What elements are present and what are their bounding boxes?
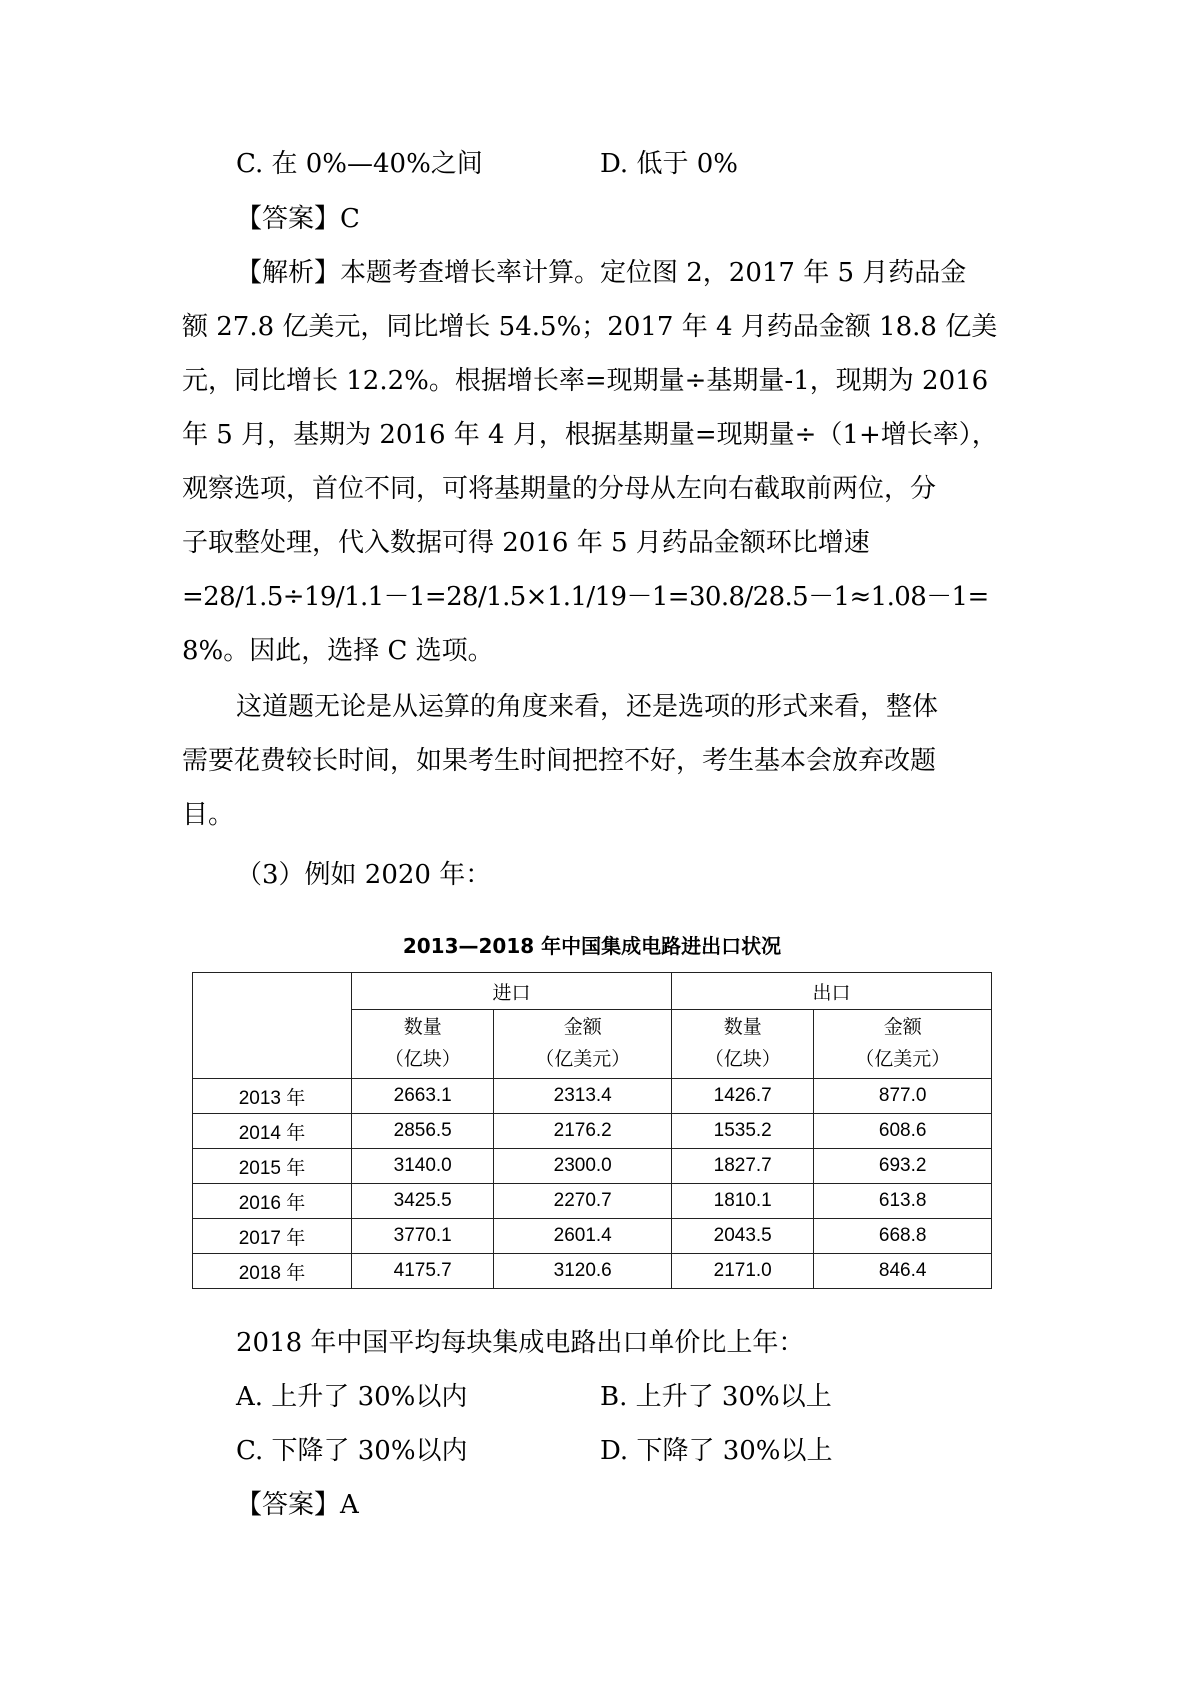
- value-cell: 693.2: [814, 1149, 992, 1184]
- year-cell: 2015 年: [193, 1149, 352, 1184]
- export-quantity-header: 数量 （亿块）: [671, 1010, 813, 1079]
- table-row: [193, 1114, 992, 1149]
- comment-line-2: 需要花费较长时间，如果考生时间把控不好，考生基本会放弃改题: [182, 746, 937, 776]
- export-amount-header: 金额 （亿美元）: [814, 1010, 992, 1079]
- value-cell: 846.4: [814, 1254, 992, 1289]
- value-cell: 2300.0: [494, 1149, 672, 1184]
- value-cell: 2171.0: [671, 1254, 813, 1289]
- value-cell: 3120.6: [494, 1254, 672, 1289]
- answer-2: 【答案】A: [236, 1490, 359, 1520]
- analysis-line-2: 额 27.8 亿美元，同比增长 54.5%；2017 年 4 月药品金额 18.8 亿美: [182, 312, 998, 342]
- value-cell: 1535.2: [671, 1114, 813, 1149]
- analysis-line-8: 8%。因此，选择 C 选项。: [182, 636, 494, 666]
- value-cell: 668.8: [814, 1219, 992, 1254]
- value-cell: 3425.5: [352, 1184, 494, 1219]
- option-d: D. 下降了 30%以上: [600, 1436, 833, 1466]
- option-a: A. 上升了 30%以内: [236, 1382, 468, 1412]
- import-export-table: [192, 972, 992, 1289]
- value-cell: 2663.1: [352, 1079, 494, 1114]
- option-b: B. 上升了 30%以上: [600, 1382, 832, 1412]
- analysis-line-6: 子取整处理，代入数据可得 2016 年 5 月药品金额环比增速: [182, 528, 870, 558]
- value-cell: 613.8: [814, 1184, 992, 1219]
- year-cell: 2017 年: [193, 1219, 352, 1254]
- analysis-line-5: 观察选项，首位不同，可将基期量的分母从左向右截取前两位，分: [182, 474, 937, 504]
- import-amount-header: 金额 （亿美元）: [494, 1010, 672, 1079]
- prev-option-c: C. 在 0%—40%之间: [236, 149, 483, 179]
- export-group-header: 出口: [671, 973, 991, 1010]
- value-cell: 2313.4: [494, 1079, 672, 1114]
- year-cell: 2016 年: [193, 1184, 352, 1219]
- value-cell: 2856.5: [352, 1114, 494, 1149]
- import-group-header: 进口: [352, 973, 672, 1010]
- prev-option-d: D. 低于 0%: [600, 149, 738, 179]
- table-row: [193, 1254, 992, 1289]
- table-row: [193, 1219, 992, 1254]
- value-cell: 4175.7: [352, 1254, 494, 1289]
- value-cell: 1810.1: [671, 1184, 813, 1219]
- comment-line-1: 这道题无论是从运算的角度来看，还是选项的形式来看，整体: [236, 692, 939, 722]
- value-cell: 608.6: [814, 1114, 992, 1149]
- value-cell: 3770.1: [352, 1219, 494, 1254]
- value-cell: 2270.7: [494, 1184, 672, 1219]
- value-cell: 1827.7: [671, 1149, 813, 1184]
- value-cell: 877.0: [814, 1079, 992, 1114]
- analysis-line-3: 元，同比增长 12.2%。根据增长率=现期量÷基期量-1，现期为 2016: [182, 366, 989, 396]
- answer-1: 【答案】C: [236, 204, 360, 234]
- table-row: [193, 1079, 992, 1114]
- year-cell: 2018 年: [193, 1254, 352, 1289]
- value-cell: 2601.4: [494, 1219, 672, 1254]
- option-c: C. 下降了 30%以内: [236, 1436, 468, 1466]
- example-heading: （3）例如 2020 年：: [236, 860, 492, 890]
- table-row: [193, 1149, 992, 1184]
- value-cell: 2176.2: [494, 1114, 672, 1149]
- analysis-line-7: =28/1.5÷19/1.1－1=28/1.5×1.1/19－1=30.8/28.5－1≈1.08－1=: [182, 582, 989, 612]
- year-cell: 2014 年: [193, 1114, 352, 1149]
- corner-cell: [193, 973, 352, 1079]
- value-cell: 2043.5: [671, 1219, 813, 1254]
- value-cell: 1426.7: [671, 1079, 813, 1114]
- value-cell: 3140.0: [352, 1149, 494, 1184]
- table-title: 2013—2018 年中国集成电路进出口状况: [402, 934, 782, 958]
- analysis-line-4: 年 5 月，基期为 2016 年 4 月，根据基期量=现期量÷（1+增长率），: [182, 420, 998, 450]
- question-text: 2018 年中国平均每块集成电路出口单价比上年：: [236, 1328, 805, 1358]
- comment-line-3: 目。: [182, 800, 235, 830]
- year-cell: 2013 年: [193, 1079, 352, 1114]
- analysis-line-1: 【解析】本题考查增长率计算。定位图 2，2017 年 5 月药品金: [236, 258, 967, 288]
- table-row: [193, 1184, 992, 1219]
- import-quantity-header: 数量 （亿块）: [352, 1010, 494, 1079]
